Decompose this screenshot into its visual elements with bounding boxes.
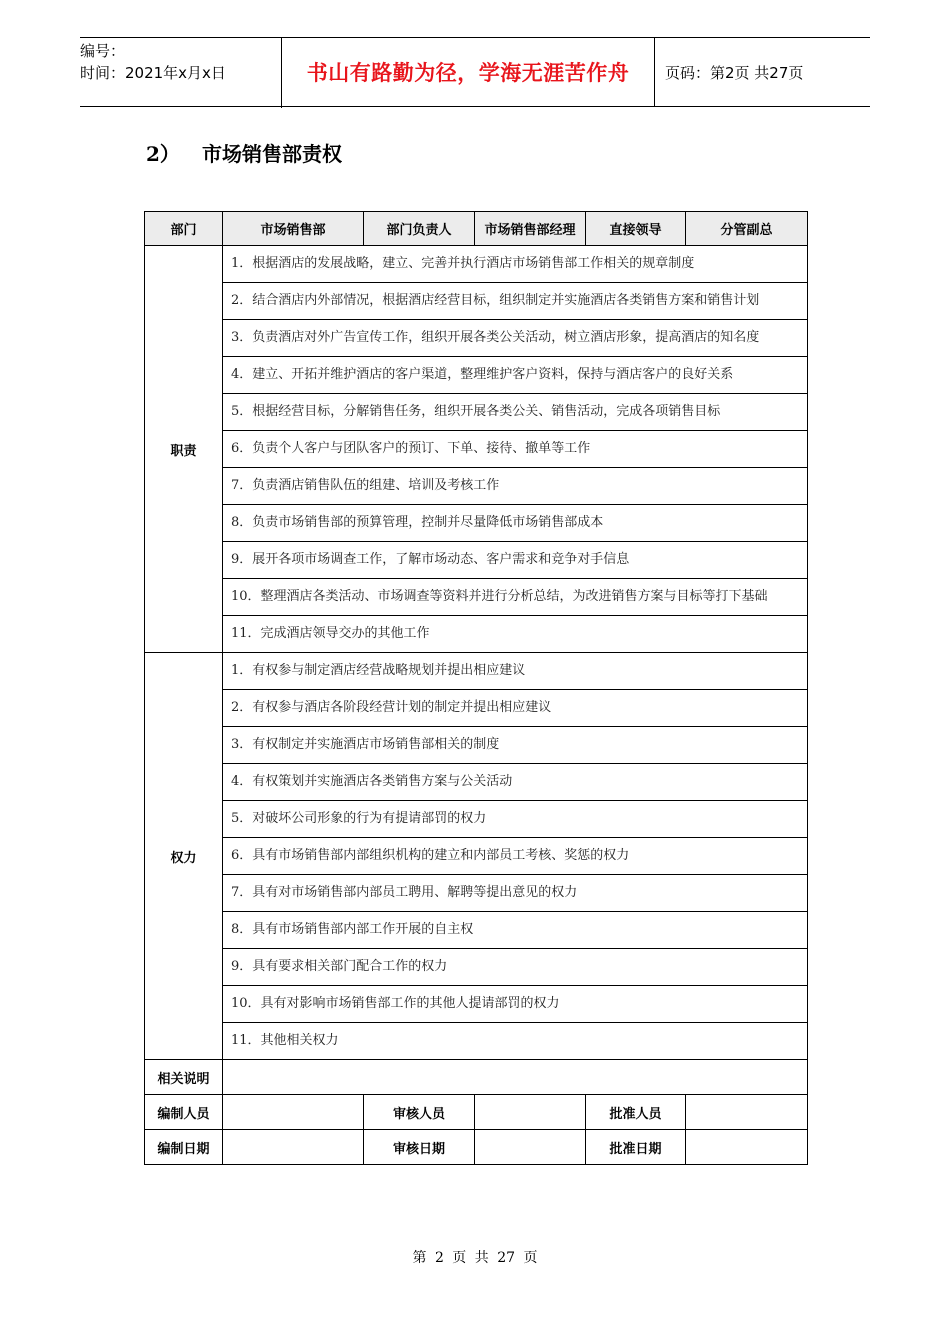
leader-value: 分管副总 [686,212,808,246]
power-item [145,727,808,764]
review-date-value [475,1130,586,1165]
power-item [145,949,808,986]
date-row [145,1130,808,1165]
leader-label: 直接领导 [586,212,686,246]
power-item-text: 6．具有市场销售部内部组织机构的建立和内部员工考核、奖惩的权力 [223,838,808,875]
duty-item-text: 8．负责市场销售部的预算管理，控制并尽量降低市场销售部成本 [223,505,808,542]
review-date-label: 审核日期 [364,1130,475,1165]
section-title: 市场销售部责权 [202,142,342,166]
power-item [145,986,808,1023]
section-number: 2） [146,142,180,166]
duty-item [145,283,808,320]
header-page-info: 页码：第2页 共27页 [665,63,804,82]
notes-value [223,1060,808,1095]
duty-item [145,468,808,505]
approve-date-value [686,1130,808,1165]
power-item-text: 9．具有要求相关部门配合工作的权力 [223,949,808,986]
head-value: 市场销售部经理 [475,212,586,246]
dept-label: 部门 [145,212,223,246]
duty-item [145,542,808,579]
approver-value [686,1095,808,1130]
power-item-text: 2．有权参与酒店各阶段经营计划的制定并提出相应建议 [223,690,808,727]
duty-item [145,320,808,357]
power-item [145,653,808,690]
duty-item [145,616,808,653]
section-heading [146,138,342,167]
head-label: 部门负责人 [364,212,475,246]
duty-item [145,357,808,394]
duties-label: 职责 [145,246,223,653]
power-item-text: 3．有权制定并实施酒店市场销售部相关的制度 [223,727,808,764]
power-item [145,875,808,912]
duty-item-text: 5．根据经营目标，分解销售任务，组织开展各类公关、销售活动，完成各项销售目标 [223,394,808,431]
power-item-text: 11．其他相关权力 [223,1023,808,1060]
power-item [145,764,808,801]
powers-label: 权力 [145,653,223,1060]
dept-value: 市场销售部 [223,212,364,246]
duty-item-text: 1．根据酒店的发展战略，建立、完善并执行酒店市场销售部工作相关的规章制度 [223,246,808,283]
duty-item-text: 2．结合酒店内外部情况，根据酒店经营目标，组织制定并实施酒店各类销售方案和销售计划 [223,283,808,320]
document-date: 时间：2021年x月x日 [80,64,226,82]
page-header [80,37,870,107]
power-item-text: 4．有权策划并实施酒店各类销售方案与公关活动 [223,764,808,801]
duty-item-text: 9．展开各项市场调查工作，了解市场动态、客户需求和竞争对手信息 [223,542,808,579]
power-item [145,838,808,875]
duty-item-text: 10．整理酒店各类活动、市场调查等资料并进行分析总结，为改进销售方案与目标等打下基础 [223,579,808,616]
duty-item [145,579,808,616]
duty-item [145,394,808,431]
compile-date-value [223,1130,364,1165]
compiler-label: 编制人员 [145,1095,223,1130]
reviewer-value [475,1095,586,1130]
power-item [145,801,808,838]
duty-item [145,246,808,283]
duty-item [145,505,808,542]
table-header-row [145,212,808,246]
document-number-label: 编号： [80,42,126,60]
power-item [145,912,808,949]
compiler-row [145,1095,808,1130]
reviewer-label: 审核人员 [364,1095,475,1130]
power-item-text: 5．对破坏公司形象的行为有提请部罚的权力 [223,801,808,838]
duty-item-text: 6．负责个人客户与团队客户的预订、下单、接待、撤单等工作 [223,431,808,468]
duty-item-text: 7．负责酒店销售队伍的组建、培训及考核工作 [223,468,808,505]
page-footer: 第 2 页 共 27 页 [412,1250,538,1266]
header-motto: 书山有路勤为径，学海无涯苦作舟 [282,38,655,106]
header-meta [80,38,282,108]
power-item [145,690,808,727]
duty-item-text: 3．负责酒店对外广告宣传工作，组织开展各类公关活动，树立酒店形象，提高酒店的知名度 [223,320,808,357]
power-item-text: 7．具有对市场销售部内部员工聘用、解聘等提出意见的权力 [223,875,808,912]
notes-row [145,1060,808,1095]
notes-label: 相关说明 [145,1060,223,1095]
compile-date-label: 编制日期 [145,1130,223,1165]
power-item [145,1023,808,1060]
duty-item-text: 11．完成酒店领导交办的其他工作 [223,616,808,653]
power-item-text: 8．具有市场销售部内部工作开展的自主权 [223,912,808,949]
duty-item [145,431,808,468]
responsibility-table [144,211,808,1165]
power-item-text: 1．有权参与制定酒店经营战略规划并提出相应建议 [223,653,808,690]
approve-date-label: 批准日期 [586,1130,686,1165]
power-item-text: 10．具有对影响市场销售部工作的其他人提请部罚的权力 [223,986,808,1023]
approver-label: 批准人员 [586,1095,686,1130]
compiler-value [223,1095,364,1130]
duty-item-text: 4．建立、开拓并维护酒店的客户渠道，整理维护客户资料，保持与酒店客户的良好关系 [223,357,808,394]
